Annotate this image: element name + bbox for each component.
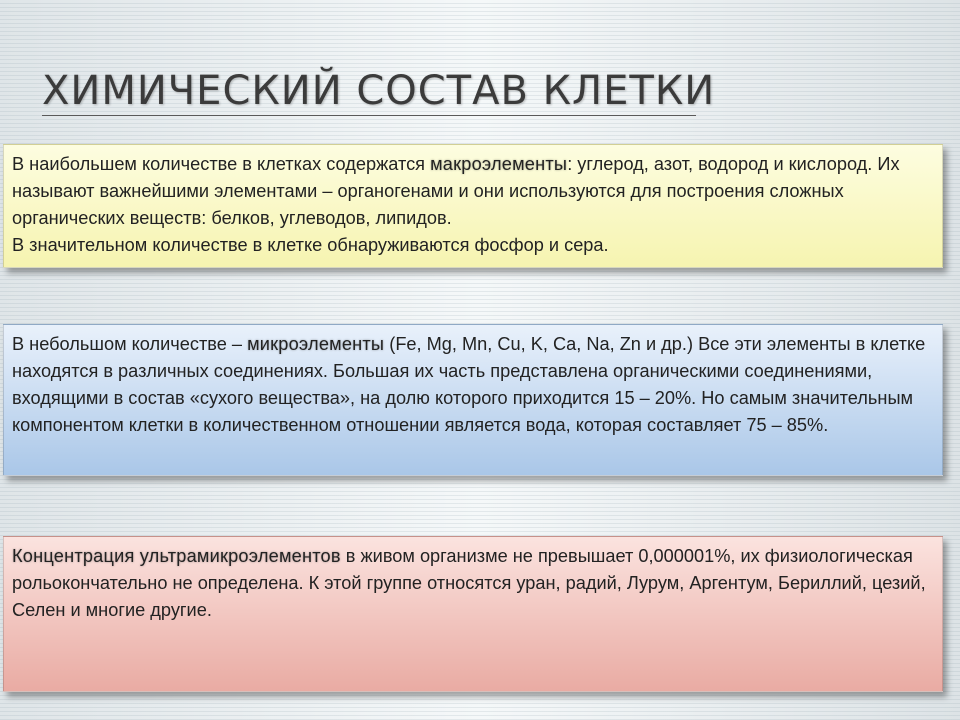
title-underline <box>42 115 696 116</box>
ultra-text-after: в живом организме не превышает 0,000001%, их физиологическая рольокончательно не определена. К этой группе относятся уран, радий, Лурум, Аргентум, Бериллий, цезий, Селен и многие другие. <box>12 546 926 620</box>
macroelements-text <box>12 151 934 232</box>
micro-text-before: В небольшом количестве – <box>12 334 248 354</box>
ultramicroelements-text <box>12 543 934 624</box>
slide-title: ХИМИЧЕСКИЙ СОСТАВ КЛЕТКИ <box>42 68 716 114</box>
ultramicroelements-box <box>3 536 943 692</box>
ultramicroelements-highlight: Концентрация ультрамикроэлементов <box>12 546 341 566</box>
microelements-highlight: микроэлементы <box>247 334 385 354</box>
macro-text-before: В наибольшем количестве в клетках содержатся <box>12 154 431 174</box>
microelements-box <box>3 324 943 476</box>
macroelements-box <box>3 144 943 268</box>
macroelements-highlight: макроэлементы <box>430 154 568 174</box>
microelements-text <box>12 331 934 439</box>
macro-text-after: : углерод, азот, водород и кислород. Их называют важнейшими элементами – органогенами и они используются для построения сложных органических веществ: белков, углеводов, липидов. <box>12 154 900 228</box>
macroelements-text-line2: В значительном количестве в клетке обнаруживаются фосфор и сера. <box>12 235 609 255</box>
micro-text-after: (Fe, Mg, Mn, Cu, K, Ca, Na, Zn и др.) Все эти элементы в клетке находятся в различных соединениях. Большая их часть представлена органическими соединениями, входящими в состав «сухого вещества», на долю которого приходится 15 – 20%. Но самым значительным компонентом клетки в количественном отношении является вода, которая составляет 75 – 85%. <box>12 334 926 435</box>
